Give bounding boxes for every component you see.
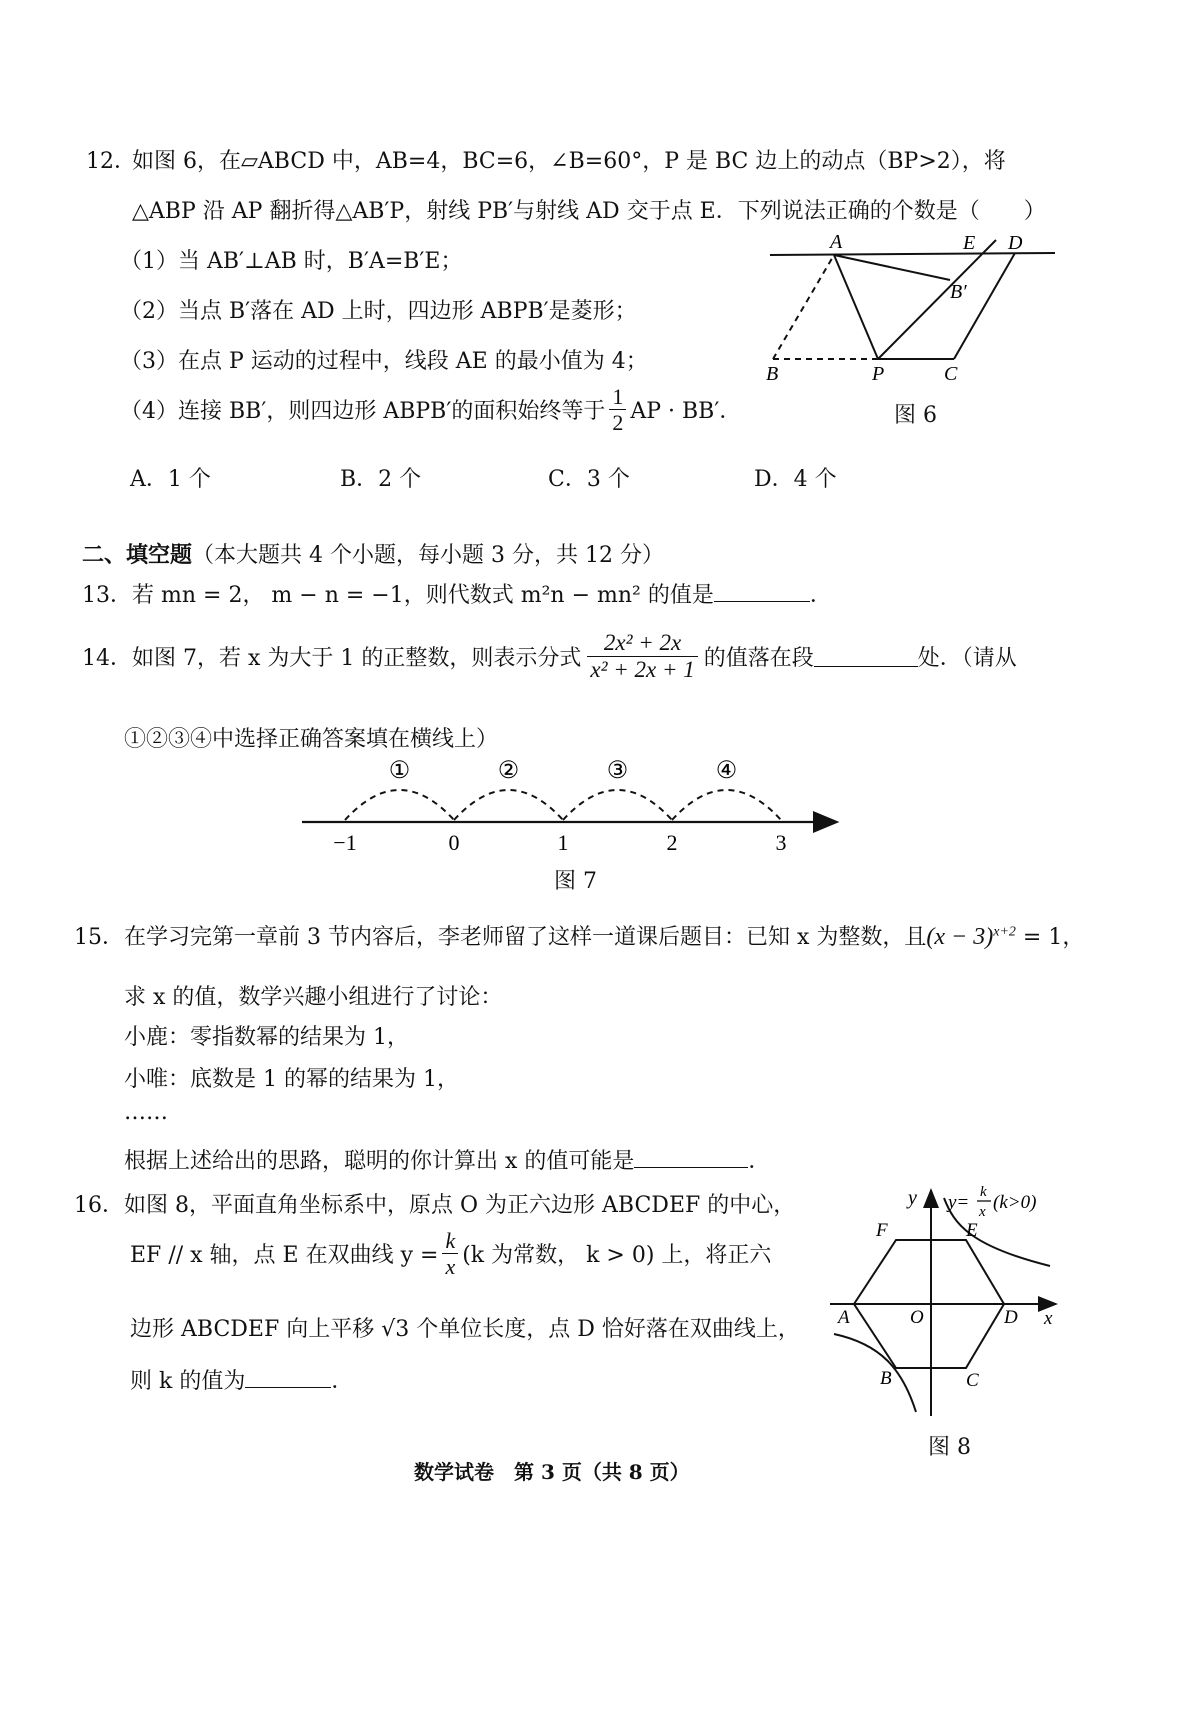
fig7-segment-label: ② xyxy=(497,758,520,784)
fig7-segment-label: ① xyxy=(388,758,411,784)
fig7-tick-label: 1 xyxy=(557,830,569,855)
q15-line6-pre: 根据上述给出的思路，聪明的你计算出 x 的值可能是 xyxy=(124,1149,635,1174)
q16-line1 xyxy=(74,1188,795,1219)
fig6-label-c: C xyxy=(944,363,958,385)
fig8-label-e: E xyxy=(966,1220,978,1241)
q15-line5: …… xyxy=(124,1100,168,1125)
fig8-curve-label-num: k xyxy=(980,1184,987,1200)
fig8-label-f: F xyxy=(876,1220,888,1241)
q16-line4-post: ． xyxy=(331,1369,354,1394)
q16-frac-num: k xyxy=(442,1228,458,1254)
fig8-label-b: B xyxy=(880,1368,892,1389)
q12-choice-d: D．4 个 xyxy=(754,467,837,492)
fig7-tick-label: 0 xyxy=(448,830,460,855)
q15-line6 xyxy=(124,1144,770,1175)
q13-answer-blank[interactable] xyxy=(714,600,810,602)
fig6-segment-ab xyxy=(773,255,834,359)
q12-choice-c: C．3 个 xyxy=(548,467,630,492)
q16-text: 如图 8，平面直角坐标系中，原点 O 为正六边形 ABCDEF 的中心， xyxy=(124,1193,796,1218)
q14-frac-den: x² + 2x + 1 xyxy=(590,657,695,683)
fig8-label-x: x xyxy=(1044,1308,1053,1329)
fig7-segment-label: ④ xyxy=(715,758,738,784)
q15-line1 xyxy=(74,920,1084,951)
fig6-label-d: D xyxy=(1008,232,1023,254)
q15-answer-blank[interactable] xyxy=(634,1166,748,1168)
q16-fraction xyxy=(442,1228,458,1280)
fig7-segment-arc xyxy=(454,790,563,820)
fig6-segment-cd xyxy=(954,253,1015,359)
fig8-curve-label-post: (k>0) xyxy=(993,1192,1037,1213)
q16-line4-pre: 则 k 的值为 xyxy=(130,1369,246,1394)
fig8-label-d: D xyxy=(1004,1307,1018,1328)
q13-number: 13． xyxy=(82,583,132,608)
q12-statement-3: （3）在点 P 运动的过程中，线段 AE 的最小值为 4； xyxy=(120,349,648,374)
fig7-tick-label: −1 xyxy=(333,830,357,855)
q15-line6-post: ． xyxy=(748,1149,771,1174)
q15-line3: 小鹿：零指数幂的结果为 1， xyxy=(124,1025,409,1050)
fig7-segment-arc xyxy=(672,790,781,820)
q12-s4-frac-den: 2 xyxy=(612,410,624,436)
fig8-label-y: y xyxy=(908,1187,917,1209)
figure-8-caption: 图 8 xyxy=(928,1435,971,1460)
q13 xyxy=(82,578,832,609)
q14-frac-num: 2x² + 2x xyxy=(587,630,697,657)
fig8-label-o: O xyxy=(910,1307,924,1328)
fig8-label-c: C xyxy=(966,1370,979,1391)
fig6-label-b1: B′ xyxy=(950,281,967,303)
fig6-segment-ap xyxy=(834,255,878,359)
q12-statement-4 xyxy=(120,384,741,436)
q15-line2: 求 x 的值，数学兴趣小组进行了讨论： xyxy=(124,985,503,1010)
fig6-label-e: E xyxy=(963,232,976,254)
q14-line2: ①②③④中选择正确答案填在横线上） xyxy=(124,727,499,752)
fig6-ray-pb1 xyxy=(878,240,996,359)
q16-line2 xyxy=(130,1228,771,1280)
q14-answer-blank[interactable] xyxy=(814,665,918,667)
q15-text-pre: 在学习完第一章前 3 节内容后，李老师留了这样一道课后题目：已知 x 为整数，且 xyxy=(124,925,927,950)
fig6-segment-ab1 xyxy=(834,255,950,280)
figure-8 xyxy=(820,1180,1070,1420)
q14-text-post: 处．（请从 xyxy=(917,646,1017,672)
q12-choice-b: B．2 个 xyxy=(340,467,422,492)
q16-line3: 边形 ABCDEF 向上平移 √3 个单位长度，点 D 恰好落在双曲线上， xyxy=(130,1317,800,1342)
fig8-curve-label-den: x xyxy=(979,1204,986,1220)
q12-statement-1: （1）当 AB′⊥AB 时，B′A=B′E； xyxy=(120,249,463,274)
q12-number: 12． xyxy=(86,149,136,174)
fig8-hyperbola-branch-2 xyxy=(834,1334,916,1412)
q15-text-post: = 1， xyxy=(1015,925,1085,950)
q14-text-mid: 的值落在段 xyxy=(703,646,814,672)
q13-text: 若 mn = 2， m − n = −1，则代数式 m²n − mn² 的值是 xyxy=(132,583,714,608)
q16-answer-blank[interactable] xyxy=(245,1386,331,1388)
fig8-curve-label-pre: y= xyxy=(948,1192,970,1213)
q12-s4-frac-num: 1 xyxy=(609,384,626,410)
q16-line2-post: (k 为常数， k > 0) 上，将正六 xyxy=(462,1243,772,1269)
q16-line4 xyxy=(130,1364,353,1395)
q12-s4-pre: （4）连接 BB′，则四边形 ABPB′的面积始终等于 xyxy=(120,399,606,425)
section-2-note: （本大题共 4 个小题，每小题 3 分，共 12 分） xyxy=(192,543,664,568)
figure-6-caption: 图 6 xyxy=(894,403,937,428)
q16-frac-den: x xyxy=(445,1254,456,1280)
q15-line4: 小唯：底数是 1 的幂的结果为 1， xyxy=(124,1067,459,1092)
fig7-tick-label: 2 xyxy=(666,830,678,855)
q12-s4-fraction xyxy=(609,384,626,436)
q13-text-post: ． xyxy=(809,583,832,608)
q12-statement-2: （2）当点 B′落在 AD 上时，四边形 ABPB′是菱形； xyxy=(120,299,637,324)
q14-number: 14． xyxy=(82,646,132,672)
fig7-segment-arc xyxy=(563,790,672,820)
q15-expression: (x − 3) xyxy=(926,924,994,950)
fig6-label-a: A xyxy=(830,231,843,253)
q15-number: 15． xyxy=(74,925,124,950)
q12-s4-post: AP · BB′． xyxy=(630,399,742,425)
figure-7 xyxy=(290,752,850,862)
fig7-tick-label: 3 xyxy=(775,830,787,855)
section-2-header xyxy=(82,538,664,569)
q16-number: 16． xyxy=(74,1193,124,1218)
q15-exponent: x+2 xyxy=(993,924,1016,940)
fig7-segment-label: ③ xyxy=(606,758,629,784)
section-2-title: 二、填空题 xyxy=(82,542,193,568)
fig6-label-b: B xyxy=(766,363,779,385)
fig7-segment-arc xyxy=(345,790,454,820)
figure-7-caption: 图 7 xyxy=(554,869,597,894)
page-footer: 数学试卷 第 3 页（共 8 页） xyxy=(414,1460,690,1484)
fig6-label-p: P xyxy=(872,363,885,385)
q16-line2-pre: EF // x 轴，点 E 在双曲线 y = xyxy=(130,1243,439,1269)
q12-line2: △ABP 沿 AP 翻折得△AB′P，射线 PB′与射线 AD 交于点 E．下列说法正确的个数是（ ） xyxy=(132,199,1046,224)
q14-text-pre: 如图 7，若 x 为大于 1 的正整数，则表示分式 xyxy=(132,646,582,672)
q14 xyxy=(82,630,1017,684)
fig8-label-a: A xyxy=(838,1307,850,1328)
q12-choice-a: A．1 个 xyxy=(130,467,211,492)
q14-fraction xyxy=(587,630,697,684)
q12-line1: 如图 6，在▱ABCD 中，AB=4，BC=6，∠B=60°，P 是 BC 边上的动点（BP>2），将 xyxy=(132,149,1006,174)
